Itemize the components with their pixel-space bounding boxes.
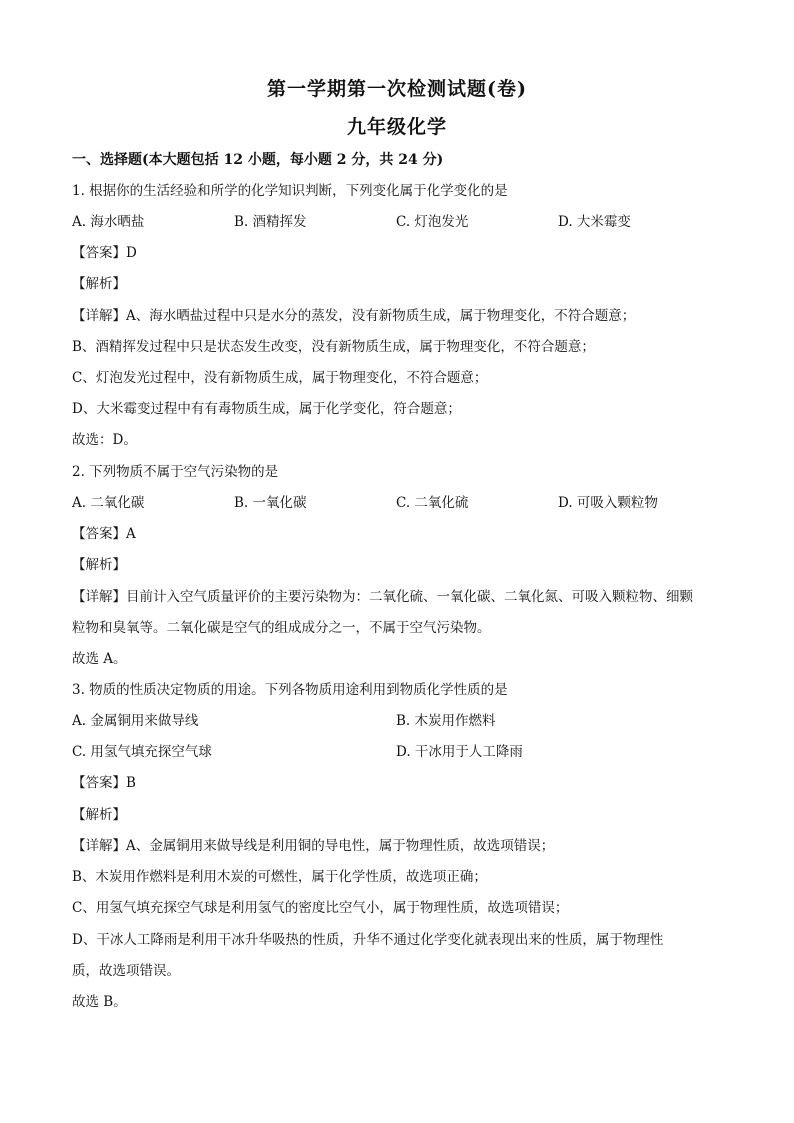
q2-analysis: 【解析】 [72,557,126,573]
q3-option-a: A. 金属铜用来做导线 [72,713,199,729]
q2-detail-line: 粒物和臭氧等。二氧化碳是空气的组成成分之一，不属于空气污染物。 [72,620,491,636]
q1-option-c: C. 灯泡发光 [396,214,469,230]
q1-conclusion: 故选：D。 [72,432,137,448]
q1-option-b: B. 酒精挥发 [234,214,307,230]
q2-option-c: C. 二氧化硫 [396,495,469,511]
q2-detail-line: 【详解】目前计入空气质量评价的主要污染物为：二氧化硫、一氧化碳、二氧化氮、可吸入颗粒物、细颗 [72,589,693,605]
q1-answer: 【答案】D [72,245,137,261]
q1-detail-line: 【详解】A、海水晒盐过程中只是水分的蒸发，没有新物质生成，属于物理变化，不符合题意； [72,308,636,324]
q3-detail-line: 【详解】A、金属铜用来做导线是利用铜的导电性，属于物理性质，故选项错误； [72,838,555,854]
q3-detail-line: B、木炭用作燃料是利用木炭的可燃性，属于化学性质，故选项正确； [72,869,487,885]
q1-detail-line: B、酒精挥发过程中只是状态发生改变，没有新物质生成，属于物理变化，不符合题意； [72,339,595,355]
q1-detail-line: C、灯泡发光过程中，没有新物质生成，属于物理变化，不符合题意； [72,370,488,386]
q2-stem: 2. 下列物质不属于空气污染物的是 [72,464,279,480]
document-title: 第一学期第一次检测试题(卷) [267,78,527,100]
q3-stem: 3. 物质的性质决定物质的用途。下列各物质用途利用到物质化学性质的是 [72,682,508,698]
document-subtitle: 九年级化学 [346,116,447,138]
q2-option-b: B. 一氧化碳 [234,495,307,511]
q3-detail-line: C、用氢气填充探空气球是利用氢气的密度比空气小，属于物理性质，故选项错误； [72,900,569,916]
q1-detail-line: D、大米霉变过程中有有毒物质生成，属于化学变化，符合题意； [72,401,461,417]
q3-option-c: C. 用氢气填充探空气球 [72,744,212,760]
q2-option-a: A. 二氧化碳 [72,495,145,511]
q3-detail-line: D、干冰人工降雨是利用干冰升华吸热的性质，升华不通过化学变化就表现出来的性质，属于物理性 [72,932,664,948]
q1-stem: 1. 根据你的生活经验和所学的化学知识判断，下列变化属于化学变化的是 [72,183,508,199]
q3-option-b: B. 木炭用作燃料 [396,713,496,729]
q3-conclusion: 故选 B。 [72,994,127,1010]
q3-option-d: D. 干冰用于人工降雨 [396,744,523,760]
q2-answer: 【答案】A [72,526,136,542]
q1-option-a: A. 海水晒盐 [72,214,145,230]
q3-detail-line: 质，故选项错误。 [72,963,180,979]
q1-option-d: D. 大米霉变 [558,214,631,230]
q3-answer: 【答案】B [72,775,136,791]
section-heading: 一、选择题(本大题包括 12 小题，每小题 2 分，共 24 分) [72,152,444,168]
q2-option-d: D. 可吸入颗粒物 [558,495,658,511]
q3-analysis: 【解析】 [72,807,126,823]
q1-analysis: 【解析】 [72,276,126,292]
q2-conclusion: 故选 A。 [72,651,127,667]
